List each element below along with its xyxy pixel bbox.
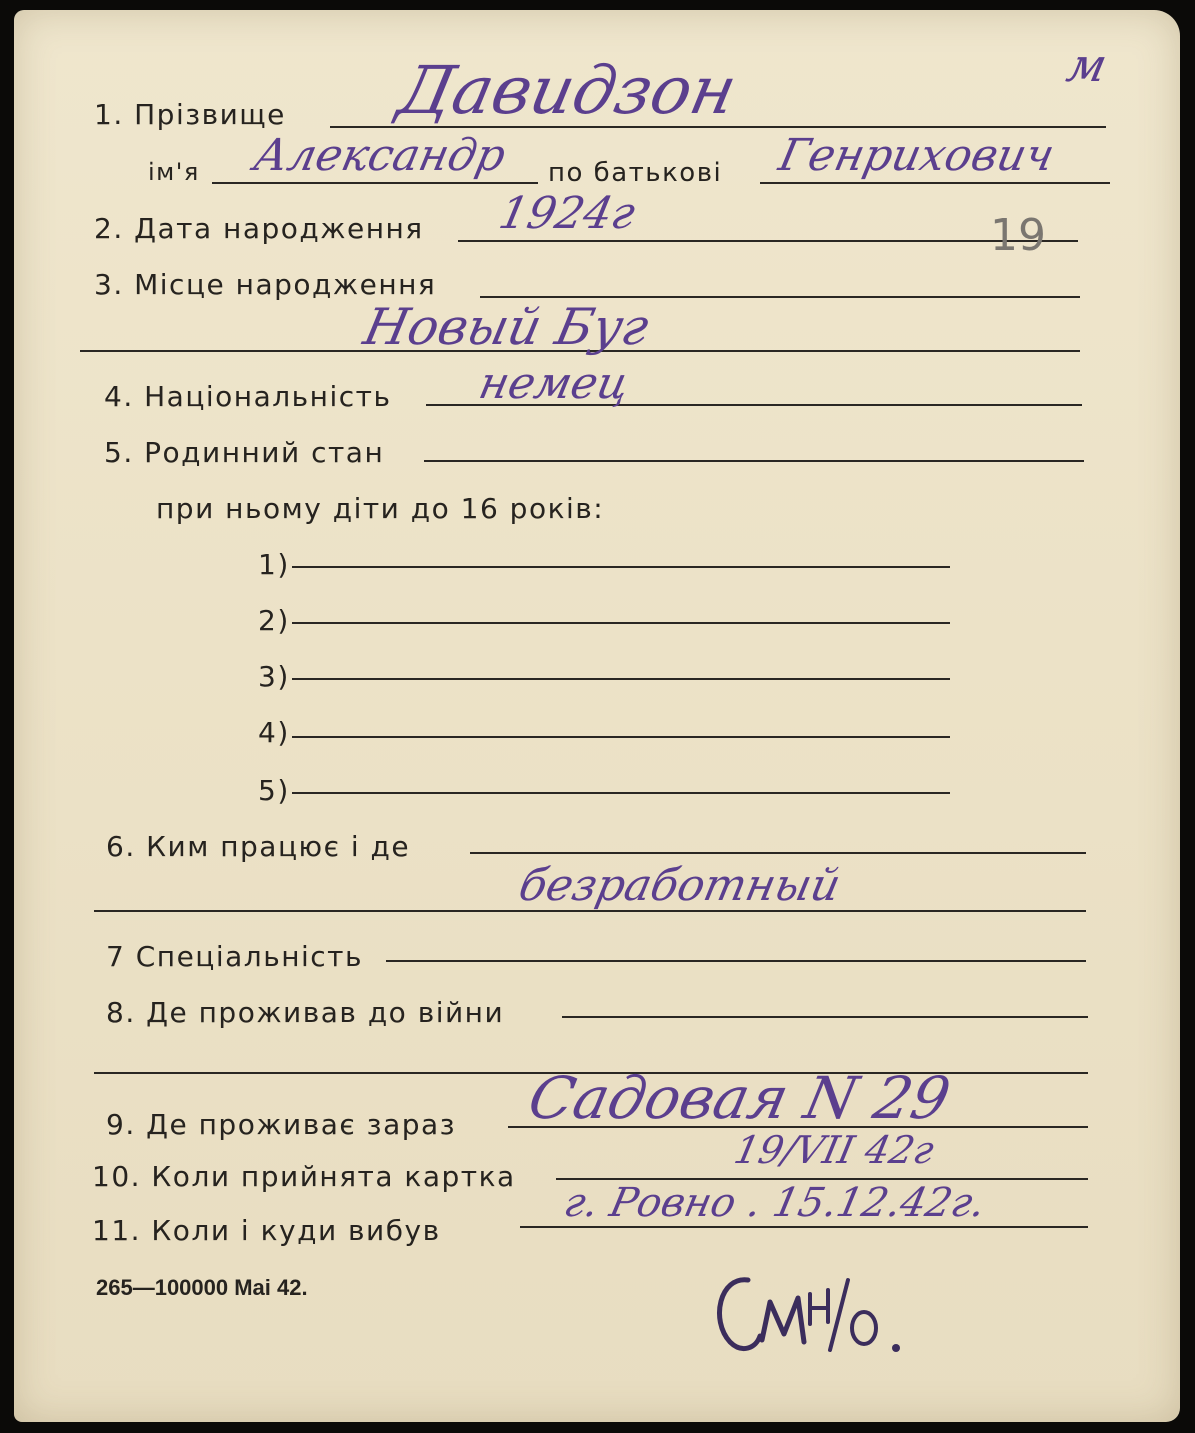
birth-date-value: 1924г [494,188,640,239]
child-5-label: 5) [258,774,290,807]
birth-place-value: Новый Буг [358,298,654,356]
children-header: при ньому діти до 16 років: [156,492,605,525]
departure-line [520,1226,1088,1228]
patronymic-label: по батькові [548,158,723,188]
surname-label: 1. Прізвище [94,98,286,131]
card-accepted-value: 19/VII 42г [730,1128,938,1172]
patronymic-value: Генрихович [774,130,1059,181]
child-2-label: 2) [258,604,290,637]
child-2-line [292,622,950,624]
occupation-value: безработный [514,860,845,911]
nationality-value: немец [474,358,634,409]
card-accepted-label: 10. Коли прийнята картка [92,1160,516,1193]
current-residence-value: Садовая N 29 [522,1064,957,1132]
departure-label: 11. Коли і куди вибув [92,1214,441,1247]
patronymic-line [760,182,1110,184]
surname-value: Давидзон [391,52,744,129]
child-5-line [292,792,950,794]
specialty-line [386,960,1086,962]
child-4-label: 4) [258,716,290,749]
corner-mark: м [1062,38,1112,92]
first-name-label: ім'я [148,158,200,186]
prewar-residence-label: 8. Де проживав до війни [106,996,505,1029]
print-code: 265—100000 Mai 42. [96,1275,308,1300]
child-4-line [292,736,950,738]
birth-date-label: 2. Дата народження [94,212,424,245]
marital-status-line [424,460,1084,462]
marital-status-label: 5. Родинний стан [104,436,385,469]
birth-place-label: 3. Місце народження [94,268,437,301]
birth-date-line [458,240,1078,242]
departure-value: г. Ровно . 15.12.42г. [560,1180,990,1226]
signature-mark [700,1250,920,1370]
first-name-value: Александр [249,130,510,181]
prewar-residence-line-1 [562,1016,1088,1018]
current-residence-label: 9. Де проживає зараз [106,1108,457,1141]
first-name-line [212,182,538,184]
age-pencil-note: 19 [990,210,1046,261]
child-3-line [292,678,950,680]
child-3-label: 3) [258,660,290,693]
nationality-label: 4. Національність [104,380,392,413]
occupation-line-1 [470,852,1086,854]
child-1-label: 1) [258,548,290,581]
specialty-label: 7 Спеціальність [106,940,363,973]
child-1-line [292,566,950,568]
occupation-label: 6. Ким працює і де [106,830,411,863]
